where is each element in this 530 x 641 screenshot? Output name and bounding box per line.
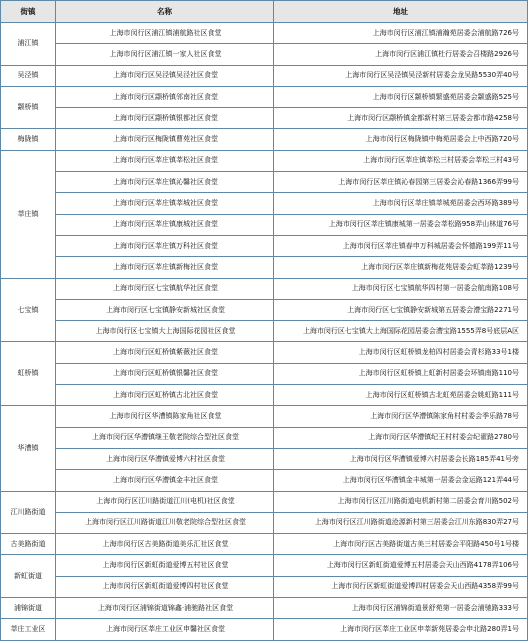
table-row <box>1 534 528 555</box>
name-cell: 上海市闵行区虹桥镇古北社区食堂 <box>56 385 274 406</box>
name-cell: 上海市闵行区华漕镇爱博六村社区食堂 <box>56 448 274 469</box>
address-cell: 上海市闵行区江川路街道沧源新村第三居委会江川东路830弄27号 <box>274 512 528 533</box>
name-header: 名称 <box>56 1 274 23</box>
street-cell: 莘庄镇 <box>1 150 56 278</box>
name-cell: 上海市闵行区古美路街道美乐汇社区食堂 <box>56 534 274 555</box>
table-row <box>1 470 528 491</box>
name-cell: 上海市闵行区新虹街道爱博五村社区食堂 <box>56 555 274 576</box>
street-cell: 浦锦街道 <box>1 598 56 619</box>
address-cell: 上海市闵行区虹桥镇龙柏四村居委会青杉路33号1楼 <box>274 342 528 363</box>
table-row <box>1 491 528 512</box>
address-cell: 上海市闵行区莘庄镇莘松三村居委会莘松三村43号 <box>274 150 528 171</box>
table-row <box>1 65 528 86</box>
address-cell: 上海市闵行区七宝镇航华四村第一居委会航南路108号 <box>274 278 528 299</box>
address-cell: 上海市闵行区浦锦街道景舒苑第一居委会浦驰路333号 <box>274 598 528 619</box>
table-row <box>1 108 528 129</box>
name-cell: 上海市闵行区华漕镇继王敬老院综合型社区食堂 <box>56 427 274 448</box>
table-row <box>1 448 528 469</box>
name-cell: 上海市闵行区华漕镇陈家角社区食堂 <box>56 406 274 427</box>
address-cell: 上海市闵行区虹桥镇古北虹苑居委会姚虹路111号 <box>274 385 528 406</box>
address-header: 地址 <box>274 1 528 23</box>
address-cell: 上海市闵行区虹桥镇上虹新村居委会环镇南路110号 <box>274 363 528 384</box>
table-row <box>1 150 528 171</box>
name-cell: 上海市闵行区浦锦街道锦鑫·浦驰路社区食堂 <box>56 598 274 619</box>
address-cell: 上海市闵行区颛桥镇繁盛苑居委会颛盛路525号 <box>274 86 528 107</box>
street-cell: 吴泾镇 <box>1 65 56 86</box>
table-row <box>1 44 528 65</box>
name-cell: 上海市闵行区莘庄镇新梅社区食堂 <box>56 257 274 278</box>
address-cell: 上海市闵行区浦江镇浦瀚苑居委会浦航路726号 <box>274 23 528 44</box>
name-cell: 上海市闵行区七宝镇静安新城社区食堂 <box>56 299 274 320</box>
address-cell: 上海市闵行区颛桥镇金都新村第三居委会都市路4258号 <box>274 108 528 129</box>
street-cell: 古美路街道 <box>1 534 56 555</box>
name-cell: 上海市闵行区江川路街道江川(电机)社区食堂 <box>56 491 274 512</box>
street-cell: 浦江镇 <box>1 23 56 66</box>
street-cell: 颛桥镇 <box>1 86 56 129</box>
address-cell: 上海市闵行区莘庄镇沁春园第三居委会沁春路1366弄99号 <box>274 172 528 193</box>
address-cell: 上海市闵行区七宝镇静安新城第五居委会漕宝路2271号 <box>274 299 528 320</box>
address-cell: 上海市闵行区华漕镇爱博六村居委会长路185弄41号旁 <box>274 448 528 469</box>
address-cell: 上海市闵行区江川路街道电机新村第二居委会育川路502号 <box>274 491 528 512</box>
table-row <box>1 406 528 427</box>
table-row <box>1 576 528 597</box>
table-row <box>1 299 528 320</box>
name-cell: 上海市闵行区七宝镇航华社区食堂 <box>56 278 274 299</box>
table-row <box>1 86 528 107</box>
street-cell: 虹桥镇 <box>1 342 56 406</box>
address-cell: 上海市闵行区华漕镇金丰城第一居委会金运路121弄44号 <box>274 470 528 491</box>
table-row <box>1 321 528 342</box>
name-cell: 上海市闵行区莘庄工业区申馨社区食堂 <box>56 619 274 640</box>
table-row <box>1 257 528 278</box>
table-row <box>1 619 528 640</box>
table-row <box>1 598 528 619</box>
name-cell: 上海市闵行区七宝镇大上海国际花园社区食堂 <box>56 321 274 342</box>
name-cell: 上海市闵行区虹桥镇紫薇社区食堂 <box>56 342 274 363</box>
address-cell: 上海市闵行区七宝镇大上海国际花园居委会漕宝路1555弄8号底层A区 <box>274 321 528 342</box>
name-cell: 上海市闵行区莘庄镇莘松社区食堂 <box>56 150 274 171</box>
address-cell: 上海市闵行区莘庄工业区申莘新苑居委会申北路280弄1号 <box>274 619 528 640</box>
table-row <box>1 193 528 214</box>
street-cell: 江川路街道 <box>1 491 56 534</box>
table-row <box>1 214 528 235</box>
address-cell: 上海市闵行区新虹街道爱博四村居委会天山西路4358弄99号 <box>274 576 528 597</box>
address-cell: 上海市闵行区新虹街道爱博五村居委会天山西路4178弄106号 <box>274 555 528 576</box>
table-row <box>1 172 528 193</box>
address-cell: 上海市闵行区古美路街道古美三村居委会平阳路450号1号楼 <box>274 534 528 555</box>
table-row <box>1 363 528 384</box>
address-cell: 上海市闵行区莘庄镇春申万科城居委会怀德路199弄11号 <box>274 235 528 256</box>
table-row <box>1 385 528 406</box>
name-cell: 上海市闵行区莘庄镇康城社区食堂 <box>56 214 274 235</box>
address-cell: 上海市闵行区吴泾镇吴泾新村居委会龙吴路5530弄40号 <box>274 65 528 86</box>
name-cell: 上海市闵行区浦江镇一家人社区食堂 <box>56 44 274 65</box>
table-body <box>1 23 528 641</box>
table-row <box>1 23 528 44</box>
header-row <box>1 1 528 23</box>
address-cell: 上海市闵行区梅陇镇中梅苑居委会上中西路720号 <box>274 129 528 150</box>
table-row <box>1 555 528 576</box>
name-cell: 上海市闵行区莘庄镇莘城社区食堂 <box>56 193 274 214</box>
name-cell: 上海市闵行区江川路街道江川敬老院综合型社区食堂 <box>56 512 274 533</box>
address-cell: 上海市闵行区华漕镇纪王村村委会纪翟路2780号 <box>274 427 528 448</box>
address-cell: 上海市闵行区浦江镇杜行居委会召楼路2926号 <box>274 44 528 65</box>
street-cell: 莘庄工业区 <box>1 619 56 640</box>
table-row <box>1 129 528 150</box>
name-cell: 上海市闵行区新虹街道爱博四村社区食堂 <box>56 576 274 597</box>
name-cell: 上海市闵行区莘庄镇万科社区食堂 <box>56 235 274 256</box>
table-row <box>1 512 528 533</box>
name-cell: 上海市闵行区颛桥镇邻南社区食堂 <box>56 86 274 107</box>
address-cell: 上海市闵行区华漕镇陈家角村村委会季乐路78号 <box>274 406 528 427</box>
address-cell: 上海市闵行区莘庄镇新梅花苑居委会虹莘路1239号 <box>274 257 528 278</box>
name-cell: 上海市闵行区颛桥镇银都社区食堂 <box>56 108 274 129</box>
name-cell: 上海市闵行区梅陇镇曹苑社区食堂 <box>56 129 274 150</box>
table-row <box>1 278 528 299</box>
table-row <box>1 235 528 256</box>
table-row <box>1 427 528 448</box>
street-cell: 华漕镇 <box>1 406 56 491</box>
street-cell: 梅陇镇 <box>1 129 56 150</box>
name-cell: 上海市闵行区莘庄镇沁馨社区食堂 <box>56 172 274 193</box>
name-cell: 上海市闵行区吴泾镇吴泾社区食堂 <box>56 65 274 86</box>
street-header: 街镇 <box>1 1 56 23</box>
street-cell: 七宝镇 <box>1 278 56 342</box>
table-row <box>1 342 528 363</box>
name-cell: 上海市闵行区虹桥镇银馨社区食堂 <box>56 363 274 384</box>
name-cell: 上海市闵行区浦江镇浦航路社区食堂 <box>56 23 274 44</box>
street-cell: 新虹街道 <box>1 555 56 598</box>
address-cell: 上海市闵行区莘庄镇莘城苑居委会西环路389号 <box>274 193 528 214</box>
name-cell: 上海市闵行区华漕镇金丰社区食堂 <box>56 470 274 491</box>
address-cell: 上海市闵行区莘庄镇康城第一居委会莘松路958弄山林道76号 <box>274 214 528 235</box>
